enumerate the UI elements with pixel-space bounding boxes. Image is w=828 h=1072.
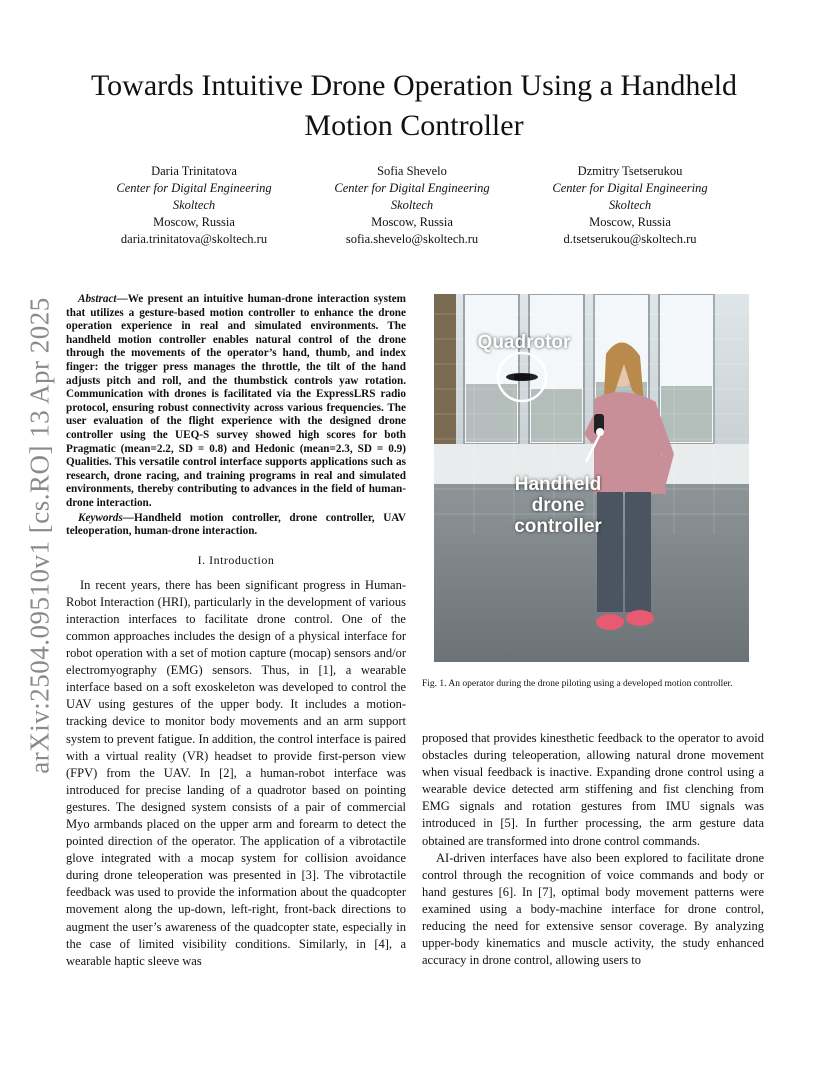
author-institution: Skoltech: [172, 198, 216, 212]
author-1: [84, 163, 304, 248]
author-email[interactable]: d.tsetserukou@skoltech.ru: [563, 232, 697, 246]
keywords: [66, 512, 406, 539]
author-email[interactable]: daria.trinitatova@skoltech.ru: [120, 232, 268, 246]
author-location: Moscow, Russia: [371, 215, 453, 229]
figure-1-caption: Fig. 1. An operator during the drone piloting using a developed motion controller.: [422, 679, 733, 689]
keywords-text: —Handheld motion controller, drone controller, UAV teleoperation, human-drone interaction.: [66, 511, 406, 538]
author-location: Moscow, Russia: [589, 215, 671, 229]
author-name: Daria Trinitatova: [151, 164, 237, 178]
section-heading-introduction: I. Introduction: [197, 552, 275, 567]
intro-paragraph-right-1: proposed that provides kinesthetic feedback to the operator to avoid obstacles during teleoperation, allowing natural drone movement when visual feedback is inactive. Expanding drone control using a wearable device detected arm stiffening and fist clenching from EMG signals and rotation gestures from IMU signals was introduced in [5]. In further processing, the arm gesture data obtained are transformed into drone control commands.: [422, 731, 764, 848]
arxiv-identifier: arXiv:2504.09510v1 [cs.RO] 13 Apr 2025: [24, 296, 55, 774]
author-affiliation: Center for Digital Engineering: [334, 181, 490, 195]
author-institution: Skoltech: [608, 198, 652, 212]
intro-paragraph-right-2: AI-driven interfaces have also been explored to facilitate drone control through the recognition of voice commands and body or hand gestures [6]. In [7], optimal body movement patterns were examined using a body-machine interface for drone control, reducing the need for extensive sensor coverage. By analyzing upper-body kinematics and muscle activity, the study enhanced accuracy in drone control, allowing users to: [422, 850, 764, 968]
author-name: Sofia Shevelo: [377, 164, 447, 178]
quadrotor-drone: [506, 373, 538, 381]
author-email[interactable]: sofia.shevelo@skoltech.ru: [345, 232, 479, 246]
author-affiliation: Center for Digital Engineering: [552, 181, 708, 195]
left-column: [66, 293, 406, 970]
author-3: [520, 163, 740, 248]
right-column: [422, 730, 764, 969]
author-2: [302, 163, 522, 248]
keywords-label: Keywords: [78, 511, 123, 524]
abstract-text: —We present an intuitive human-drone interaction system that utilizes a gesture-based motion controller to enhance the drone operation experience in real and simulated environments. The handheld motion controller enables natural control of the drone through the movements of the operator’s hand, thumb, and index finger: the trigger press manages the throttle, the tilt of the hand adjusts pitch and roll, and the thumbstick controls yaw rotation. Communication with drones is facilitated via the ExpressLRS radio protocol, ensuring robust connectivity across various frequencies. The user evaluation of the flight experience with the designed drone controller using the UEQ-S survey showed high scores for both Pragmatic (mean=2.2, SD = 0.8) and Hedonic (mean=2.3, SD = 0.9) Qualities. This versatile control interface supports applications such as research, drone racing, and training programs in real and simulated environments, thereby contributing to advances in the field of human-drone interaction.: [66, 293, 406, 509]
figure-1-photo: [434, 294, 749, 662]
author-location: Moscow, Russia: [153, 215, 235, 229]
intro-paragraph-left: In recent years, there has been significant progress in Human-Robot Interaction (HRI), particularly in the development of various interaction interfaces to facilitate drone control. One of the common approaches includes the design of a physical interface for robot operation with a set of motion capture (mocap) sensors and/or electromyography (EMG) sensors. Thus, in [1], a wearable interface based on a soft exoskeleton was developed to control the UAV using gestures of the upper body. It includes a motion-tracking device to monitor body movements and an arm support system to prevent fatigue. In addition, the control interface is paired with a virtual reality (VR) headset to provide first-person view (FPV) from the UAV. In [2], a human-robot interface was introduced for precise landing of a quadrotor based on pointing gestures. The designed system consists of a pair of commercial Myo armbands placed on the upper arm and forearm to detect the pointed direction of the operator. The application of a vibrotactile glove integrated with a mocap system for collision avoidance during drone teleoperation was presented in [3]. The vibrotactile feedback was used to provide the information about the quadcopter movement along the up-down, left-right, front-back directions to augment the user’s awareness of the quadcopter state, especially in the case of limited visibility conditions. Similarly, in [4], a wearable haptic sleeve was: [66, 577, 406, 968]
figure-label-quadrotor: Quadrotor: [477, 332, 571, 353]
abstract: [66, 293, 406, 511]
paper-title: Towards Intuitive Drone Operation Using a Handheld Motion Controller: [90, 69, 738, 142]
author-affiliation: Center for Digital Engineering: [116, 181, 272, 195]
arxiv-sidebar-stamp: [22, 295, 58, 775]
figure-label-controller: Handheld drone controller: [514, 474, 602, 537]
author-name: Dzmitry Tsetserukou: [577, 164, 683, 178]
abstract-label: Abstract: [78, 293, 117, 305]
author-institution: Skoltech: [390, 198, 434, 212]
